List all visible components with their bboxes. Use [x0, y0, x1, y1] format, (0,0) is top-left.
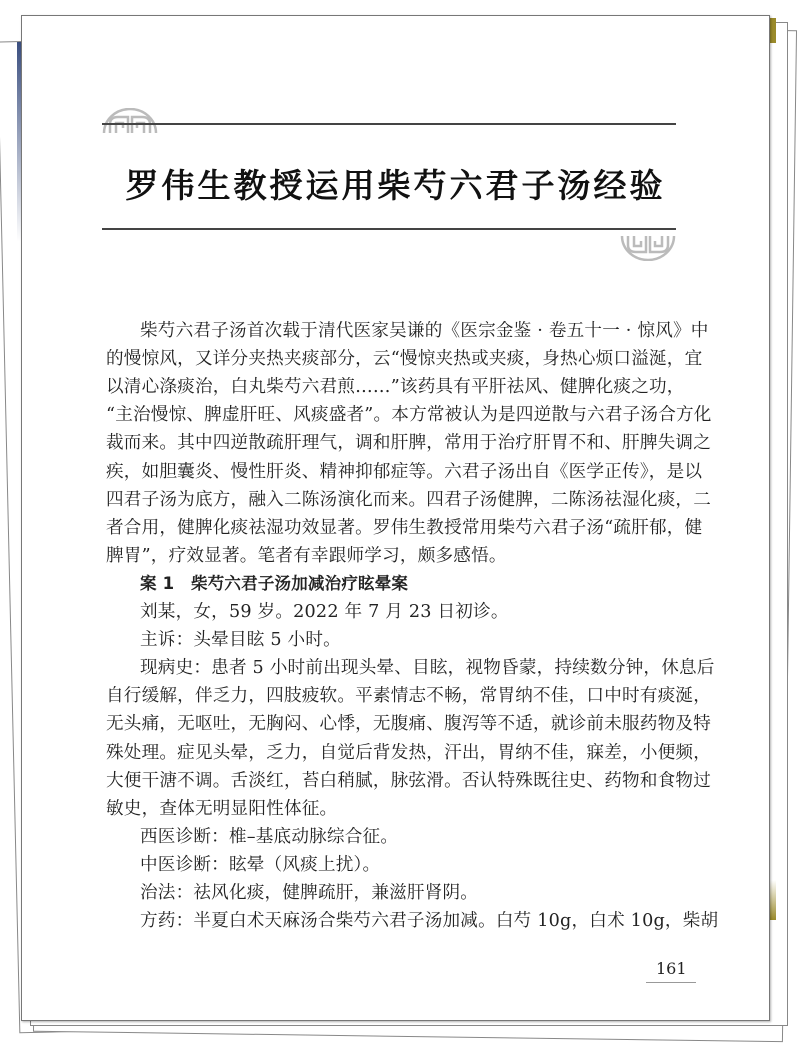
title-top-rule: [102, 123, 676, 125]
text-line: 者合用，健脾化痰祛湿功效显著。罗伟生教授常用柴芍六君子汤“疏肝郁，健: [106, 517, 703, 538]
text-line: 疾，如胆囊炎、慢性肝炎、精神抑郁症等。六君子汤出自《医学正传》，是以: [106, 461, 703, 482]
text-line: 刘某，女，59 岁。2022 年 7 月 23 日初诊。: [140, 602, 509, 622]
text-line: 治法：祛风化痰，健脾疏肝，兼滋肝肾阴。: [140, 883, 479, 903]
case-heading: 案 1 柴芍六君子汤加减治疗眩晕案: [140, 573, 409, 593]
page-number-rule: [646, 982, 696, 983]
text-line: 裁而来。其中四逆散疏肝理气，调和肝脾，常用于治疗肝胃不和、肝脾失调之: [106, 433, 711, 454]
page-title: 罗伟生教授运用柴芍六君子汤经验: [125, 166, 666, 205]
cloud-ornament-icon: [102, 108, 158, 134]
text-line: 殊处理。症见头晕，乏力，自觉后背发热，汗出，胃纳不佳，寐差，小便频，: [106, 742, 711, 763]
text-line: 柴芍六君子汤首次载于清代医家吴谦的《医宗金鉴 · 卷五十一 · 惊风》中: [140, 321, 709, 341]
text-line: 无头痛，无呕吐，无胸闷、心悸，无腹痛、腹泻等不适，就诊前未服药物及特: [106, 714, 711, 735]
text-line: 现病史：患者 5 小时前出现头晕、目眩，视物昏蒙，持续数分钟，休息后: [140, 658, 715, 679]
cloud-ornament-icon: [620, 235, 676, 261]
text-line: 四君子汤为底方，融入二陈汤演化而来。四君子汤健脾，二陈汤祛湿化痰，二: [106, 489, 711, 510]
text-line: 西医诊断：椎–基底动脉综合征。: [140, 826, 399, 847]
page-number: 161: [656, 959, 687, 978]
text-line: 脾胃”，疗效显著。笔者有幸跟师学习，颇多感悟。: [106, 545, 507, 566]
text-line: 自行缓解，伴乏力，四肢疲软。平素情志不畅，常胃纳不佳，口中时有痰涎，: [106, 686, 711, 707]
text-line: 敏史，查体无明显阳性体征。: [106, 798, 338, 819]
text-line: 中医诊断：眩晕（风痰上扰）。: [140, 854, 381, 875]
book-page: [21, 15, 770, 1021]
text-line: 大便干溏不调。舌淡红，苔白稍腻，脉弦滑。否认特殊既往史、药物和食物过: [106, 770, 711, 791]
text-line: 以清心涤痰治，白丸柴芍六君煎……”该药具有平肝祛风、健脾化痰之功，: [106, 377, 685, 398]
text-line: 主诉：头晕目眩 5 小时。: [140, 630, 341, 651]
text-line: “主治慢惊、脾虚肝旺、风痰盛者”。本方常被认为是四逆散与六君子汤合方化: [106, 405, 712, 426]
title-bottom-rule: [102, 228, 676, 230]
text-line: 方药：半夏白术天麻汤合柴芍六君子汤加减。白芍 10g，白术 10g，柴胡: [140, 911, 719, 932]
text-line: 的慢惊风，又详分夹热夹痰部分，云“慢惊夹热或夹痰，身热心烦口溢涎，宜: [106, 349, 703, 370]
